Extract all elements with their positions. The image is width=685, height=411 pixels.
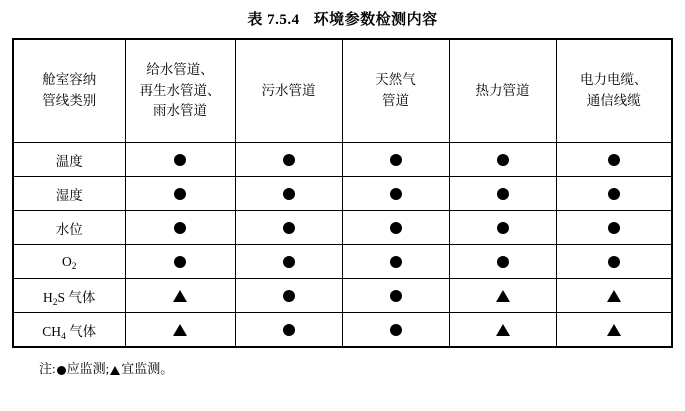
cell-h2s-sewage <box>235 279 342 313</box>
filled-circle-icon <box>174 256 186 268</box>
filled-circle-icon <box>390 324 402 336</box>
column-header-line-1: 天然气 <box>375 72 416 88</box>
cell-humidity-power <box>556 177 672 211</box>
environment-parameter-table <box>12 38 673 348</box>
row-label-oxygen <box>13 245 125 279</box>
row-label-tail: 气体 <box>65 323 97 339</box>
row-label-ch4-gas <box>13 313 125 348</box>
filled-circle-icon <box>497 222 509 234</box>
filled-circle-icon <box>283 188 295 200</box>
table-row <box>13 177 672 211</box>
cell-oxygen-heating <box>449 245 556 279</box>
table-header-row <box>13 39 672 143</box>
cell-water-level-power <box>556 211 672 245</box>
column-header-line-2: 管道 <box>382 93 409 108</box>
cell-temperature-water-supply <box>125 143 235 177</box>
cell-oxygen-power <box>556 245 672 279</box>
row-label-humidity <box>13 177 125 211</box>
table-corner-header <box>13 39 125 143</box>
filled-circle-icon <box>390 290 402 302</box>
filled-circle-icon <box>497 188 509 200</box>
filled-circle-icon <box>390 222 402 234</box>
corner-header-line-2: 管线类别 <box>42 93 97 108</box>
column-header-line-1: 电力电缆、 <box>580 72 648 88</box>
row-label-text: 湿度 <box>55 187 83 203</box>
row-label-subscript: 4 <box>61 331 66 342</box>
column-header-heating <box>449 39 556 143</box>
filled-circle-icon <box>57 366 66 375</box>
filled-circle-icon <box>608 188 620 200</box>
table-body <box>13 143 672 348</box>
filled-circle-icon <box>608 222 620 234</box>
filled-circle-icon <box>390 188 402 200</box>
table-caption <box>0 0 685 38</box>
table-caption-number: 表 7.5.4 <box>247 12 300 28</box>
filled-circle-icon <box>174 188 186 200</box>
cell-water-level-sewage <box>235 211 342 245</box>
table-caption-title: 环境参数检测内容 <box>313 12 438 28</box>
cell-ch4-water-supply <box>125 313 235 348</box>
filled-circle-icon <box>608 154 620 166</box>
cell-h2s-natural-gas <box>342 279 449 313</box>
row-label-water-level <box>13 211 125 245</box>
filled-circle-icon <box>390 256 402 268</box>
cell-oxygen-sewage <box>235 245 342 279</box>
cell-oxygen-water-supply <box>125 245 235 279</box>
filled-triangle-icon <box>496 290 510 302</box>
row-label-subscript: 2 <box>71 261 77 272</box>
table-row <box>13 211 672 245</box>
cell-h2s-power <box>556 279 672 313</box>
cell-oxygen-natural-gas <box>342 245 449 279</box>
column-header-line-1: 给水管道、 <box>146 61 214 77</box>
filled-triangle-icon <box>607 290 621 302</box>
cell-temperature-power <box>556 143 672 177</box>
table-row <box>13 245 672 279</box>
cell-humidity-heating <box>449 177 556 211</box>
column-header-line-1: 污水管道 <box>261 82 316 98</box>
cell-ch4-power <box>556 313 672 348</box>
column-header-line-1: 热力管道 <box>475 82 530 98</box>
note-item-1: 应监测; <box>66 361 110 376</box>
cell-humidity-water-supply <box>125 177 235 211</box>
cell-h2s-heating <box>449 279 556 313</box>
table-row <box>13 313 672 348</box>
table-note <box>13 348 672 377</box>
filled-triangle-icon <box>173 324 187 336</box>
note-prefix: 注: <box>39 361 56 376</box>
column-header-natural-gas <box>342 39 449 143</box>
column-header-line-2: 通信线缆 <box>586 93 641 108</box>
row-label-text: H <box>43 289 53 305</box>
cell-ch4-heating <box>449 313 556 348</box>
filled-circle-icon <box>283 222 295 234</box>
table-row <box>13 143 672 177</box>
row-label-temperature <box>13 143 125 177</box>
cell-temperature-heating <box>449 143 556 177</box>
cell-water-level-natural-gas <box>342 211 449 245</box>
column-header-power-communication <box>556 39 672 143</box>
filled-triangle-icon <box>496 324 510 336</box>
cell-humidity-natural-gas <box>342 177 449 211</box>
filled-circle-icon <box>174 222 186 234</box>
cell-ch4-natural-gas <box>342 313 449 348</box>
cell-humidity-sewage <box>235 177 342 211</box>
cell-temperature-natural-gas <box>342 143 449 177</box>
filled-circle-icon <box>283 256 295 268</box>
filled-circle-icon <box>283 154 295 166</box>
filled-circle-icon <box>497 154 509 166</box>
column-header-sewage <box>235 39 342 143</box>
row-label-subscript: 2 <box>52 297 58 308</box>
filled-circle-icon <box>608 256 620 268</box>
row-label-text: 温度 <box>55 153 83 169</box>
filled-triangle-icon <box>607 324 621 336</box>
filled-circle-icon <box>283 290 295 302</box>
filled-triangle-icon <box>110 366 120 375</box>
filled-circle-icon <box>283 324 295 336</box>
corner-header-line-1: 舱室容纳 <box>42 72 97 88</box>
filled-circle-icon <box>390 154 402 166</box>
table-header <box>13 39 672 143</box>
column-header-line-2: 再生水管道、 <box>139 82 221 98</box>
cell-temperature-sewage <box>235 143 342 177</box>
column-header-line-3: 雨水管道 <box>153 103 207 119</box>
row-label-h2s-gas <box>13 279 125 313</box>
cell-water-level-water-supply <box>125 211 235 245</box>
row-label-text: O <box>62 253 72 269</box>
cell-h2s-water-supply <box>125 279 235 313</box>
column-header-water-supply <box>125 39 235 143</box>
cell-ch4-sewage <box>235 313 342 348</box>
row-label-tail: S 气体 <box>57 289 96 305</box>
table-row <box>13 279 672 313</box>
filled-circle-icon <box>174 154 186 166</box>
note-item-2: 宜监测。 <box>121 361 174 376</box>
filled-circle-icon <box>497 256 509 268</box>
filled-triangle-icon <box>173 290 187 302</box>
cell-water-level-heating <box>449 211 556 245</box>
row-label-text: CH <box>42 323 62 339</box>
row-label-text: 水位 <box>55 221 83 237</box>
